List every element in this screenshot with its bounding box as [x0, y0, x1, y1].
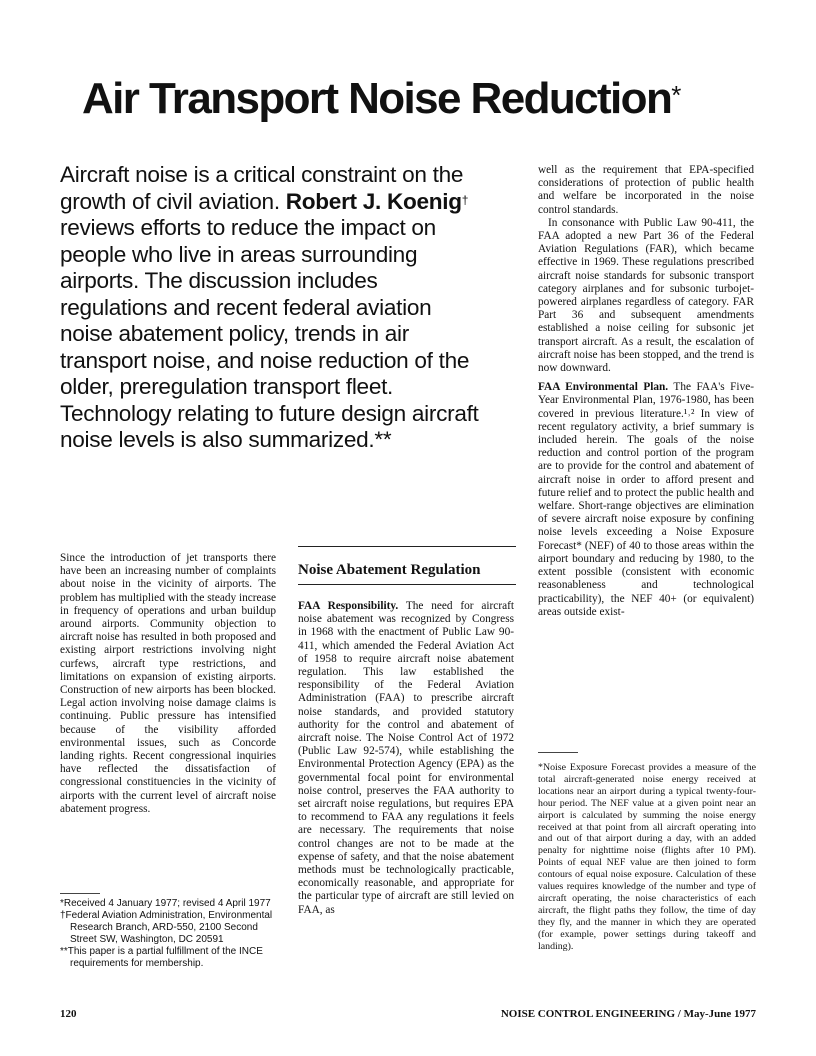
- column-2: [298, 600, 514, 917]
- footnote-rule-right: [538, 752, 578, 753]
- section-heading: Noise Abatement Regulation: [298, 562, 481, 578]
- faa-responsibility-paragraph: [298, 600, 514, 917]
- author-name: Robert J. Koenig: [285, 188, 462, 214]
- section-rule-top: [298, 546, 516, 547]
- journal-footer: NOISE CONTROL ENGINEERING / May-June 1977: [500, 1008, 756, 1020]
- footnote-received: *Received 4 January 1977; revised 4 April 1977: [60, 898, 271, 909]
- environmental-plan-runhead: FAA Environmental Plan.: [538, 381, 669, 394]
- abstract: [60, 162, 480, 454]
- environmental-plan-paragraph: [538, 381, 754, 619]
- page-number: 120: [60, 1008, 77, 1020]
- footnote-membership: **This paper is a partial fulfillment of the INCE requirements for membership.: [60, 946, 263, 969]
- section-rule-bottom: [298, 584, 516, 585]
- faa-responsibility-text: The need for aircraft noise abatement was recognized by Congress in 1968 with the enactment of Public Law 90-411, which amended the Federal Aviation Act of 1958 to require aircraft noise abatement regulation. This law established the responsibility of the Federal Aviation Administration (FAA) to prescribe aircraft noise standards, and provided statutory authority for the control and abatement of aircraft noise. The Noise Control Act of 1972 (Public Law 92-574), while establishing the Environmental Protection Agency (EPA) as the governmental focal point for environmental noise control, preserves the FAA authority to set aircraft noise regulations, but requires EPA to recommend to FAA any regulations it feels are necessary. The requirements that noise control changes are not to be made at the expense of safety, and that the noise abatement methods must be technologically practicable, economically reasonable, and appropriate for the particular type of aircraft are still levied on FAA, as: [298, 600, 514, 916]
- article-title: [82, 69, 762, 129]
- title-footnote-mark: *: [671, 80, 680, 111]
- footnote-nef: *Noise Exposure Forecast provides a measure of the total aircraft-generated noise energy received at locations near an airport during a typical twenty-four-hour period. The NEF value at a given point near an airport is calculated by summing the noise energy received at that point from all aircraft operating into and out of that airport during a day, with an added penalty for nighttime noise (flights after 10 PM). Points of equal NEF value are then joined to form contours of equal noise exposure. Calculation of these values requires knowledge of the number and type of aircraft operating, the noise characteristics of each aircraft, the flight paths they follow, the time of day they fly, and the manner in which they are operated (for example, power settings during takeoff and landing).: [538, 762, 756, 952]
- footnote-affiliation: †Federal Aviation Administration, Environmental Research Branch, ARD-550, 2100 Second Street SW, Washington, DC 20591: [60, 910, 273, 945]
- col3-paragraph-2: In consonance with Public Law 90-411, the FAA adopted a new Part 36 of the Federal Aviation Regulations (FAR), which became effective in 1969. These regulations prescribed aircraft noise standards for subsonic transport category airplanes and for subsonic turbojet-powered airplanes regardless of category. FAR Part 36 and subsequent amendments established a noise ceiling for subsonic jet transport aircraft. As a result, the escalation of aircraft noise has been stopped, and the trend is now downward.: [538, 216, 754, 375]
- environmental-plan-text: The FAA's Five-Year Environmental Plan, 1976-1980, has been covered in previous literature.¹˒² In view of recent regulatory activity, a brief summary is included herein. The goals of the noise reduction and control portion of the program are to provide for the control and abatement of aircraft noise in order to afford present and future relief and to protect the public health and welfare. Short-range objectives are elimination of severe aircraft noise exposure by confining noise levels exceeding a Noise Exposure Forecast* (NEF) of 40 to those areas within the airport boundary and reducing by 1980, to the extent possible (consistent with economic reasonableness and technological practicability), the NEF 40+ (or equivalent) areas outside exist-: [538, 381, 754, 618]
- abstract-body: reviews efforts to reduce the impact on people who live in areas surrounding airports. The discussion includes regulations and recent federal aviation noise abatement policy, trends in air transport noise, and noise reduction of the older, preregulation transport fleet. Technology relating to future design aircraft noise levels is also summarized.**: [60, 215, 479, 452]
- abstract-lead: Aircraft noise is a critical constraint on the growth of civil aviation.: [60, 162, 464, 214]
- column-1: [60, 552, 276, 816]
- footnotes-left: [60, 898, 282, 970]
- author-footnote-mark: †: [461, 192, 469, 207]
- footnote-rule-left: [60, 893, 100, 894]
- col3-paragraph-1: well as the requirement that EPA-specified considerations of protection of public health and welfare be incorporated in the noise control standards.: [538, 164, 754, 216]
- faa-responsibility-runhead: FAA Responsibility.: [298, 600, 399, 612]
- column-3: [538, 164, 754, 619]
- title-text: Air Transport Noise Reduction: [82, 74, 672, 124]
- intro-paragraph: Since the introduction of jet transports there have been an increasing number of complaints about noise in the vicinity of airports. The problem has multiplied with the steady increase in frequency of operations and urban buildup around airports. Community objection to aircraft noise has resulted in both proposed and existing airport restrictions involving night curfews, aircraft type restrictions, and limitations on expansion of existing airports. Construction of new airports has been blocked. Legal action involving noise damage claims is continuing. Public pressure has intensified because of the visibility afforded environmental issues, such as Concorde landing rights. Recent congressional inquiries have reflected the dissatisfaction of congressional constituencies in the vicinity of airports with the current level of aircraft noise abatement progress.: [60, 552, 276, 815]
